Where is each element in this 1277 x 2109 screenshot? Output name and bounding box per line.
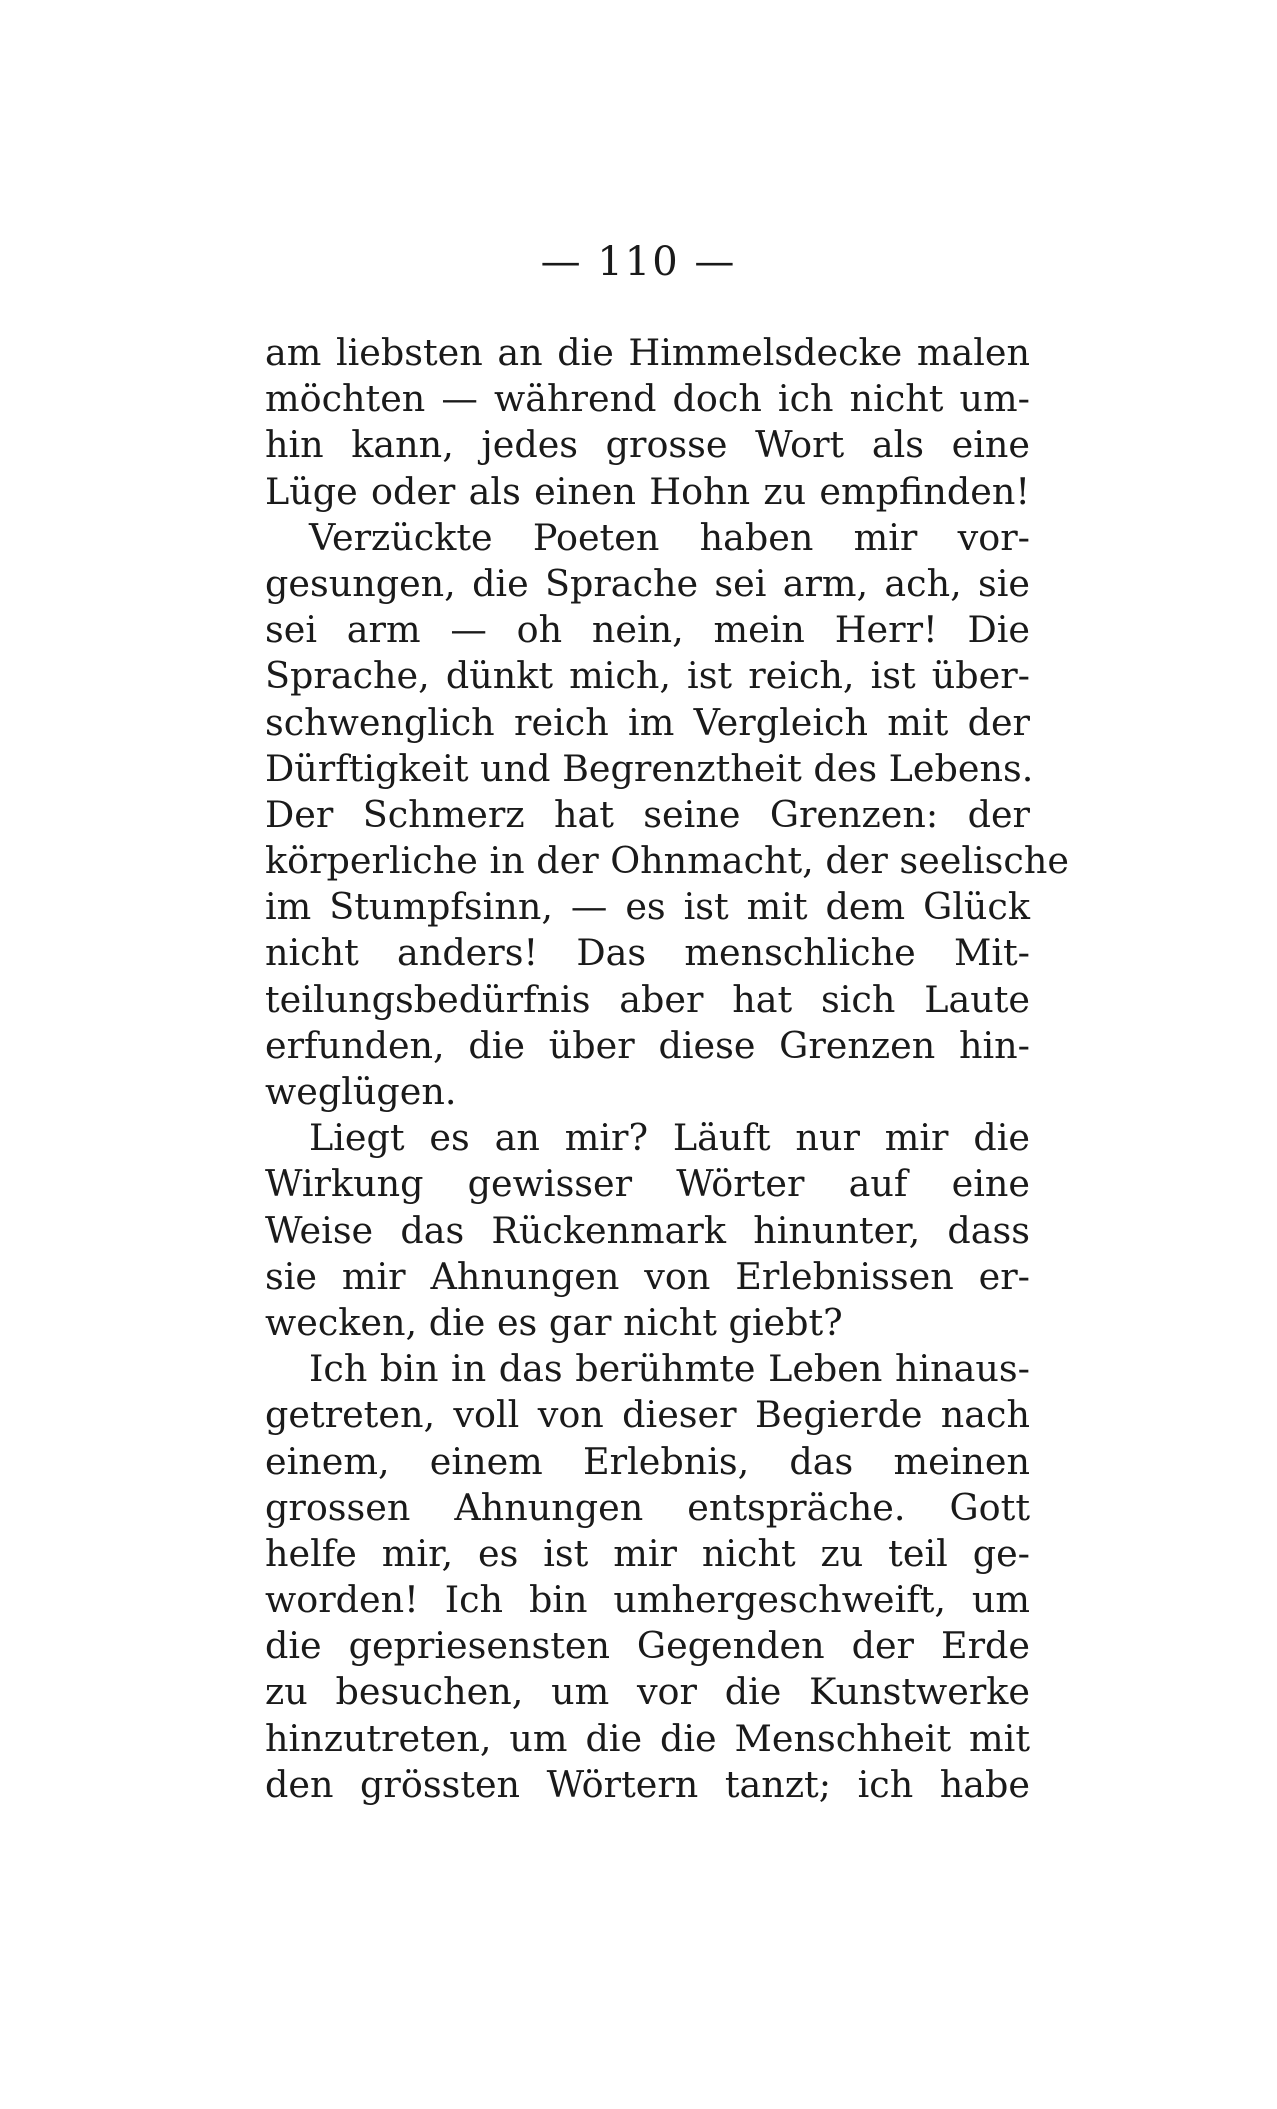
- text-line: sie mir Ahnungen von Erlebnissen er-: [265, 1254, 1030, 1298]
- text-line: körperliche in der Ohnmacht, der seelische: [265, 839, 1069, 883]
- text-line: nicht anders! Das menschliche Mit-: [265, 931, 1030, 975]
- text-line: Dürftigkeit und Begrenztheit des Lebens.: [265, 746, 1034, 790]
- text-line: worden! Ich bin umhergeschweift, um: [265, 1578, 1030, 1622]
- text-line: einem, einem Erlebnis, das meinen: [265, 1439, 1030, 1483]
- text-line: die gepriesensten Gegenden der Erde: [265, 1624, 1030, 1668]
- body-text: [265, 330, 1069, 1808]
- text-line: Weise das Rückenmark hinunter, dass: [265, 1208, 1030, 1252]
- text-line: gesungen, die Sprache sei arm, ach, sie: [265, 561, 1030, 605]
- text-line: weglügen.: [265, 1070, 457, 1113]
- text-line: wecken, die es gar nicht giebt?: [265, 1300, 843, 1344]
- text-line: teilungsbedürfnis aber hat sich Laute: [265, 977, 1030, 1021]
- text-line: hinzutreten, um die die Menschheit mit: [265, 1716, 1030, 1760]
- text-line: Sprache, dünkt mich, ist reich, ist über-: [265, 654, 1030, 698]
- text-line: Ich bin in das berühmte Leben hinaus-: [309, 1347, 1030, 1391]
- text-line: Lüge oder als einen Hohn zu empfinden!: [265, 469, 1030, 513]
- text-line: Verzückte Poeten haben mir vor-: [309, 515, 1030, 559]
- text-line: den grössten Wörtern tanzt; ich habe: [265, 1762, 1030, 1806]
- text-line: sei arm — oh nein, mein Herr! Die: [265, 608, 1030, 652]
- text-line: im Stumpfsinn, — es ist mit dem Glück: [265, 885, 1030, 929]
- text-line: grossen Ahnungen entspräche. Gott: [265, 1485, 1030, 1529]
- text-line: hin kann, jedes grosse Wort als eine: [265, 423, 1030, 467]
- text-line: am liebsten an die Himmelsdecke malen: [265, 331, 1030, 374]
- text-line: erfunden, die über diese Grenzen hin-: [265, 1023, 1030, 1067]
- text-line: getreten, voll von dieser Begierde nach: [265, 1393, 1030, 1437]
- text-line: Liegt es an mir? Läuft nur mir die: [309, 1116, 1030, 1160]
- text-line: schwenglich reich im Vergleich mit der: [265, 700, 1030, 744]
- text-line: Wirkung gewisser Wörter auf eine: [265, 1162, 1030, 1206]
- text-line: zu besuchen, um vor die Kunstwerke: [265, 1670, 1030, 1714]
- text-line: helfe mir, es ist mir nicht zu teil ge-: [265, 1531, 1030, 1575]
- page-number: — 110 —: [540, 239, 737, 285]
- text-line: Der Schmerz hat seine Grenzen: der: [265, 792, 1030, 836]
- text-line: möchten — während doch ich nicht um-: [265, 377, 1030, 421]
